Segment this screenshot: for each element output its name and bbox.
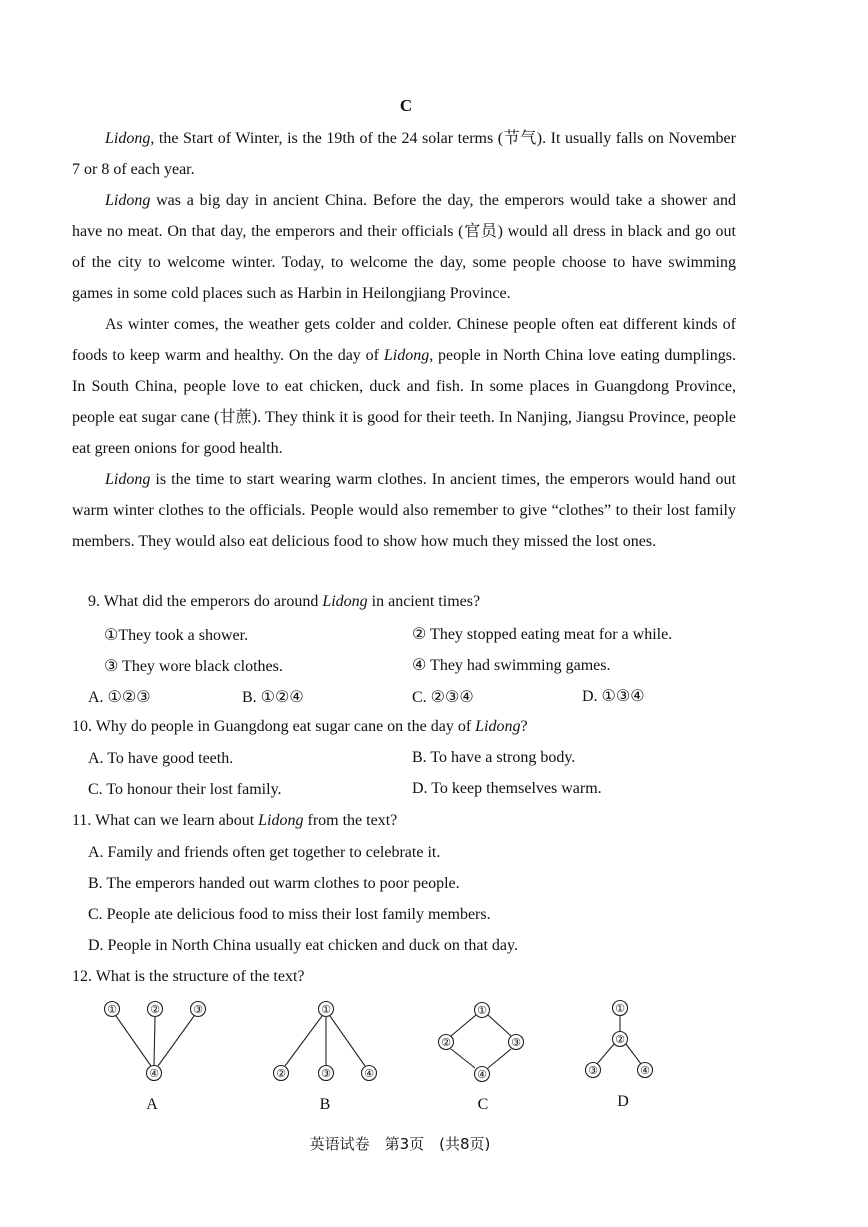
q9-statement-3: ③ They wore black clothes. [104,658,283,675]
node-label: ④ [477,1068,487,1081]
question-9-stem: 9. What did the emperors do around Lidong in ancient times? [88,593,481,610]
q10-option-a[interactable]: A. To have good teeth. [88,750,234,767]
node-label: ④ [149,1067,159,1080]
node-label: ② [276,1067,286,1080]
q12-option-a[interactable]: A [146,1096,158,1113]
node-label: ① [477,1004,487,1017]
q9-statement-2: ② They stopped eating meat for a while. [412,626,673,643]
q11-option-b[interactable]: B. The emperors handed out warm clothes to poor people. [88,875,460,892]
q12-option-b[interactable]: B [319,1096,331,1113]
q10-option-b[interactable]: B. To have a strong body. [412,749,576,766]
q11-option-c[interactable]: C. People ate delicious food to miss their lost family members. [88,906,491,923]
node-label: ① [321,1003,331,1016]
node-label: ④ [364,1067,374,1080]
page-footer: 英语试卷 第3页 (共8页) [309,1135,491,1153]
q9-statement-1: ①They took a shower. [104,627,249,644]
node-label: ④ [640,1064,650,1077]
q9-option-a[interactable]: A. ①②③ [88,689,151,706]
node-label: ② [150,1003,160,1016]
term: Lidong [105,192,151,209]
q11-option-d[interactable]: D. People in North China usually eat chicken and duck on that day. [88,937,518,954]
node-label: ② [441,1036,451,1049]
node-label: ③ [193,1003,203,1016]
node-label: ① [615,1002,625,1015]
q12-option-d[interactable]: D [617,1093,629,1110]
node-label: ③ [511,1036,521,1049]
node-label: ① [107,1003,117,1016]
term: Lidong [105,471,151,488]
node-label: ③ [588,1064,598,1077]
q9-statement-4: ④ They had swimming games. [412,657,611,674]
question-11-stem: 11. What can we learn about Lidong from the text? [72,812,398,829]
node-label: ③ [321,1067,331,1080]
term: Lidong [105,130,151,147]
paragraph-4: Lidong is the time to start wearing warm clothes. In ancient times, the emperors would hand out warm winter clothes to the officials. People would also remember to give “clothes” to their lost family members. They would also eat delicious food to show how much they missed the lost ones. [72,471,736,550]
q11-option-a[interactable]: A. Family and friends often get together to celebrate it. [88,844,441,861]
paragraph-1: Lidong, the Start of Winter, is the 19th of the 24 solar terms (节气). It usually falls on November 7 or 8 of each year. [72,130,736,178]
q12-option-c[interactable]: C [477,1096,489,1113]
q9-option-d[interactable]: D. ①③④ [582,688,645,705]
question-10-stem: 10. Why do people in Guangdong eat sugar cane on the day of Lidong? [72,718,528,735]
section-letter: C [399,96,413,115]
question-12-stem: 12. What is the structure of the text? [72,968,305,985]
paragraph-2: Lidong was a big day in ancient China. Before the day, the emperors would take a shower and have no meat. On that day, the emperors and their officials (官员) would all dress in black and go out of the city to welcome winter. Today, to welcome the day, some people choose to have swimming games in some cold places such as Harbin in Heilongjiang Province. [72,192,736,302]
q10-option-c[interactable]: C. To honour their lost family. [88,781,282,798]
q10-option-d[interactable]: D. To keep themselves warm. [412,780,602,797]
q9-option-c[interactable]: C. ②③④ [412,689,474,706]
term: Lidong [383,347,430,364]
paragraph-3: As winter comes, the weather gets colder and colder. Chinese people often eat different kinds of foods to keep warm and healthy. On the day of Lidong, people in North China love eating dumplings. In South China, people love to eat chicken, duck and fish. In some places in Guangdong Province, people eat sugar cane (甘蔗). They think it is good for their teeth. In Nanjing, Jiangsu Province, people eat green onions for good health. [72,316,736,457]
node-label: ② [615,1033,625,1046]
q9-option-b[interactable]: B. ①②④ [242,689,304,706]
